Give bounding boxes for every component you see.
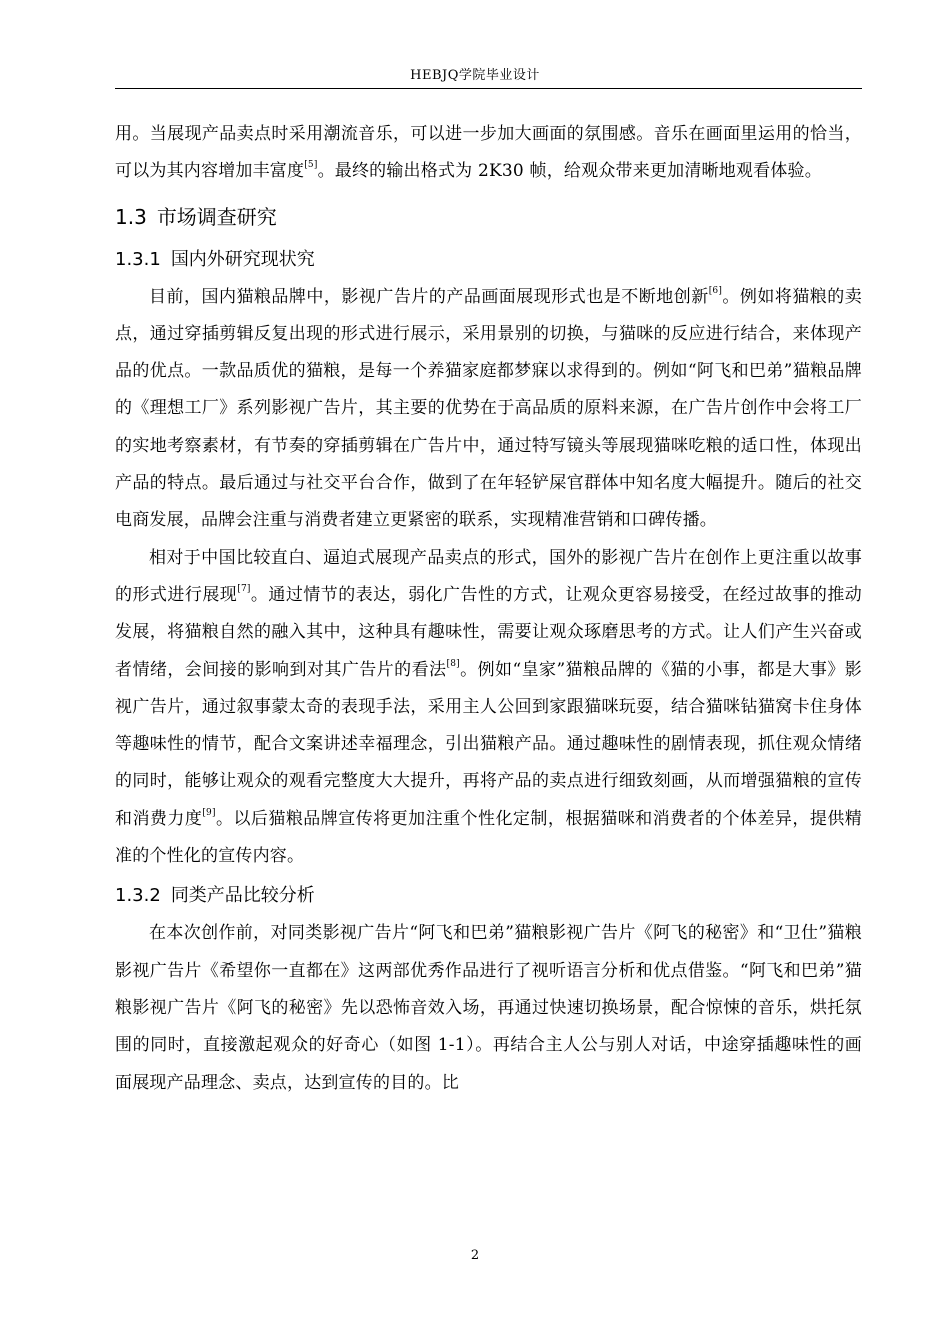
section-number: 1.3: [115, 204, 147, 229]
body-paragraph: [115, 279, 862, 540]
section-title: 国内外研究现状究: [170, 248, 315, 270]
citation: [7]: [237, 583, 251, 594]
text-run: 相对于中国比较直白、逼迫式展现产品卖点的形式，国外的影视广告片在创作上更注重以故事的形式进行展现: [115, 547, 862, 605]
section-number: 1.3.2: [115, 885, 161, 907]
section-heading-1-3-1: [115, 241, 862, 279]
header-divider: [115, 88, 862, 89]
section-title: 市场调查研究: [156, 204, 277, 229]
text-run: 。以后猫粮品牌宣传将更加注重个性化定制，根据猫咪和消费者的个体差异，提供精准的个性化的宣传内容。: [115, 808, 862, 867]
running-header: HEBJQ学院毕业设计: [410, 68, 540, 83]
body-paragraph: 在本次创作前，对同类影视广告片“阿飞和巴弟”猫粮影视广告片《阿飞的秘密》和“卫仕”猫粮影视广告片《希望你一直都在》这两部优秀作品进行了视听语言分析和优点借鉴。“阿飞和巴弟”猫粮影视广告片《阿飞的秘密》先以恐怖音效入场，再通过快速切换场景，配合惊悚的音乐，烘托氛围的同时，直接激起观众的好奇心（如图 1-1）。再结合主人公与别人对话，中途穿插趣味性的画面展现产品理念、卖点，达到宣传的目的。比: [115, 923, 862, 1093]
text-run: 。通过情节的表达，弱化广告性的方式，让观众更容易接受，在经过故事的推动发展，将猫粮自然的融入其中，这种具有趣味性，需要让观众琢磨思考的方式。让人们产生兴奋或者情绪，会间接的影响到对其广告片的看法: [115, 584, 863, 680]
citation: [8]: [446, 658, 460, 669]
text-run: 。例如“皇家”猫粮品牌的《猫的小事，都是大事》影视广告片，通过叙事蒙太奇的表现手法，采用主人公回到家跟猫咪玩耍，结合猫咪钻猫窝卡住身体等趣味性的情节，配合文案讲述幸福理念，引出猫粮产品。通过趣味性的剧情表现，抓住观众情绪的同时，能够让观众的观看完整度大大提升，再将产品的卖点进行细致刻画，从而增强猫粮的宣传和消费力度: [115, 659, 862, 829]
page-content: [115, 116, 862, 1102]
text-run: 。例如将猫粮的卖点，通过穿插剪辑反复出现的形式进行展示，采用景别的切换，与猫咪的反应进行结合，来体现产品的优点。一款品质优的猫粮，是每一个养猫家庭都梦寐以求得到的。例如“阿飞和巴弟”猫粮品牌的《理想工厂》系列影视广告片，其主要的优势在于高品质的原料来源，在广告片创作中会将工厂的实地考察素材，有节奏的穿插剪辑在广告片中，通过特写镜头等展现猫咪吃粮的适口性，体现出产品的特点。最后通过与社交平台合作，做到了在年轻铲屎官群体中知名度大幅提升。随后的社交电商发展，品牌会注重与消费者建立更紧密的联系，实现精准营销和口碑传播。: [115, 286, 862, 531]
page-number: 2: [470, 1248, 480, 1263]
body-paragraph: [115, 540, 862, 876]
section-heading-1-3: [115, 197, 862, 237]
section-title: 同类产品比较分析: [170, 885, 315, 907]
intro-paragraph: [115, 116, 862, 191]
section-number: 1.3.1: [115, 248, 161, 270]
citation: [6]: [708, 285, 723, 296]
text-run: 目前，国内猫粮品牌中，影视广告片的产品画面展现形式也是不断地创新: [149, 286, 709, 307]
text-run: 。最终的输出格式为 2K30 帧，给观众带来更加清晰地观看体验。: [317, 161, 822, 182]
text-run: 用。当展现产品卖点时采用潮流音乐，可以进一步加大画面的氛围感。音乐在画面里运用的恰当，可以为其内容增加丰富度: [115, 124, 862, 182]
citation: [5]: [304, 160, 318, 171]
section-heading-1-3-2: [115, 877, 862, 915]
citation: [9]: [202, 807, 216, 818]
